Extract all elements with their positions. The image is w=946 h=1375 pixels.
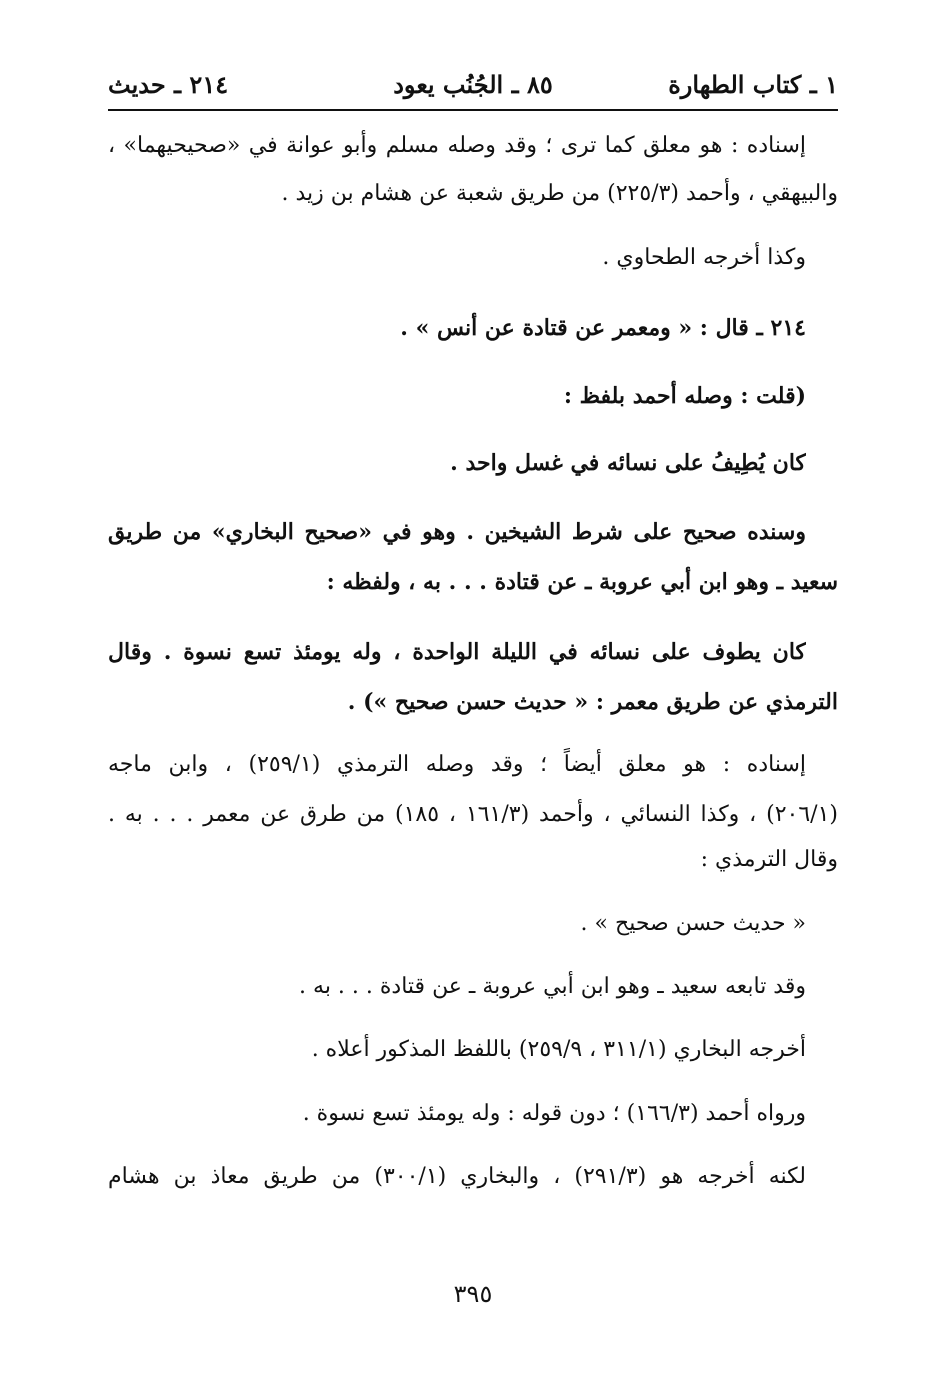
body-line: سعيد ـ وهو ابن أبي عروبة ـ عن قتادة . . . به ، ولفظه : [326,569,838,595]
body-line: كان يطوف على نسائه في الليلة الواحدة ، وله يومئذ تسع نسوة . وقال [108,639,806,665]
body-line: وقد تابعه سعيد ـ وهو ابن أبي عروبة ـ عن قتادة . . . به . [299,974,806,999]
page-number: ٣٩٥ [453,1280,493,1308]
body-line: وسنده صحيح على شرط الشيخين . وهو في «صحيح البخاري» من طريق [108,519,806,545]
body-line: لكنه أخرجه هو (٢٩١/٣) ، والبخاري (٣٠٠/١) من طريق معاذ بن هشام [108,1164,806,1189]
hadith-text: كان يُطِيفُ على نسائه في غسل واحد . [450,450,806,476]
body-line: (قلت : وصله أحمد بلفظ : [563,383,806,409]
body-line: أخرجه البخاري (٣١١/١ ، ٢٥٩/٩) باللفظ المذكور أعلاه . [311,1037,806,1062]
header-hadith-number: ٢١٤ ـ حديث [108,70,229,99]
body-line: وقال الترمذي : [700,847,838,872]
body-line: (٢٠٦/١) ، وكذا النسائي ، وأحمد (١٦١/٣ ، ١٨٥) من طرق عن معمر . . . به . [108,802,838,827]
header-chapter-title: ١ ـ كتاب الطهارة [668,70,838,99]
body-line: والبيهقي ، وأحمد (٢٢٥/٣) من طريق شعبة عن هشام بن زيد . [281,181,838,206]
header-section-title: ٨٥ ـ الجُنُب يعود [393,70,553,99]
header-divider [108,109,838,111]
body-line: الترمذي عن طريق معمر : « حديث حسن صحيح ») . [347,689,838,715]
body-line: ورواه أحمد (١٦٦/٣) ؛ دون قوله : وله يومئذ تسع نسوة . [302,1101,806,1126]
body-line: إسناده : هو معلق كما ترى ؛ وقد وصله مسلم وأبو عوانة في «صحيحيهما» ، [108,133,806,158]
body-line: إسناده : هو معلق أيضاً ؛ وقد وصله الترمذي (٢٥٩/١) ، وابن ماجه [108,752,806,777]
hadith-heading: ٢١٤ ـ قال : « ومعمر عن قتادة عن أنس » . [400,315,806,341]
running-header [108,70,838,106]
body-line: وكذا أخرجه الطحاوي . [602,245,806,270]
body-line: « حديث حسن صحيح » . [580,911,806,936]
